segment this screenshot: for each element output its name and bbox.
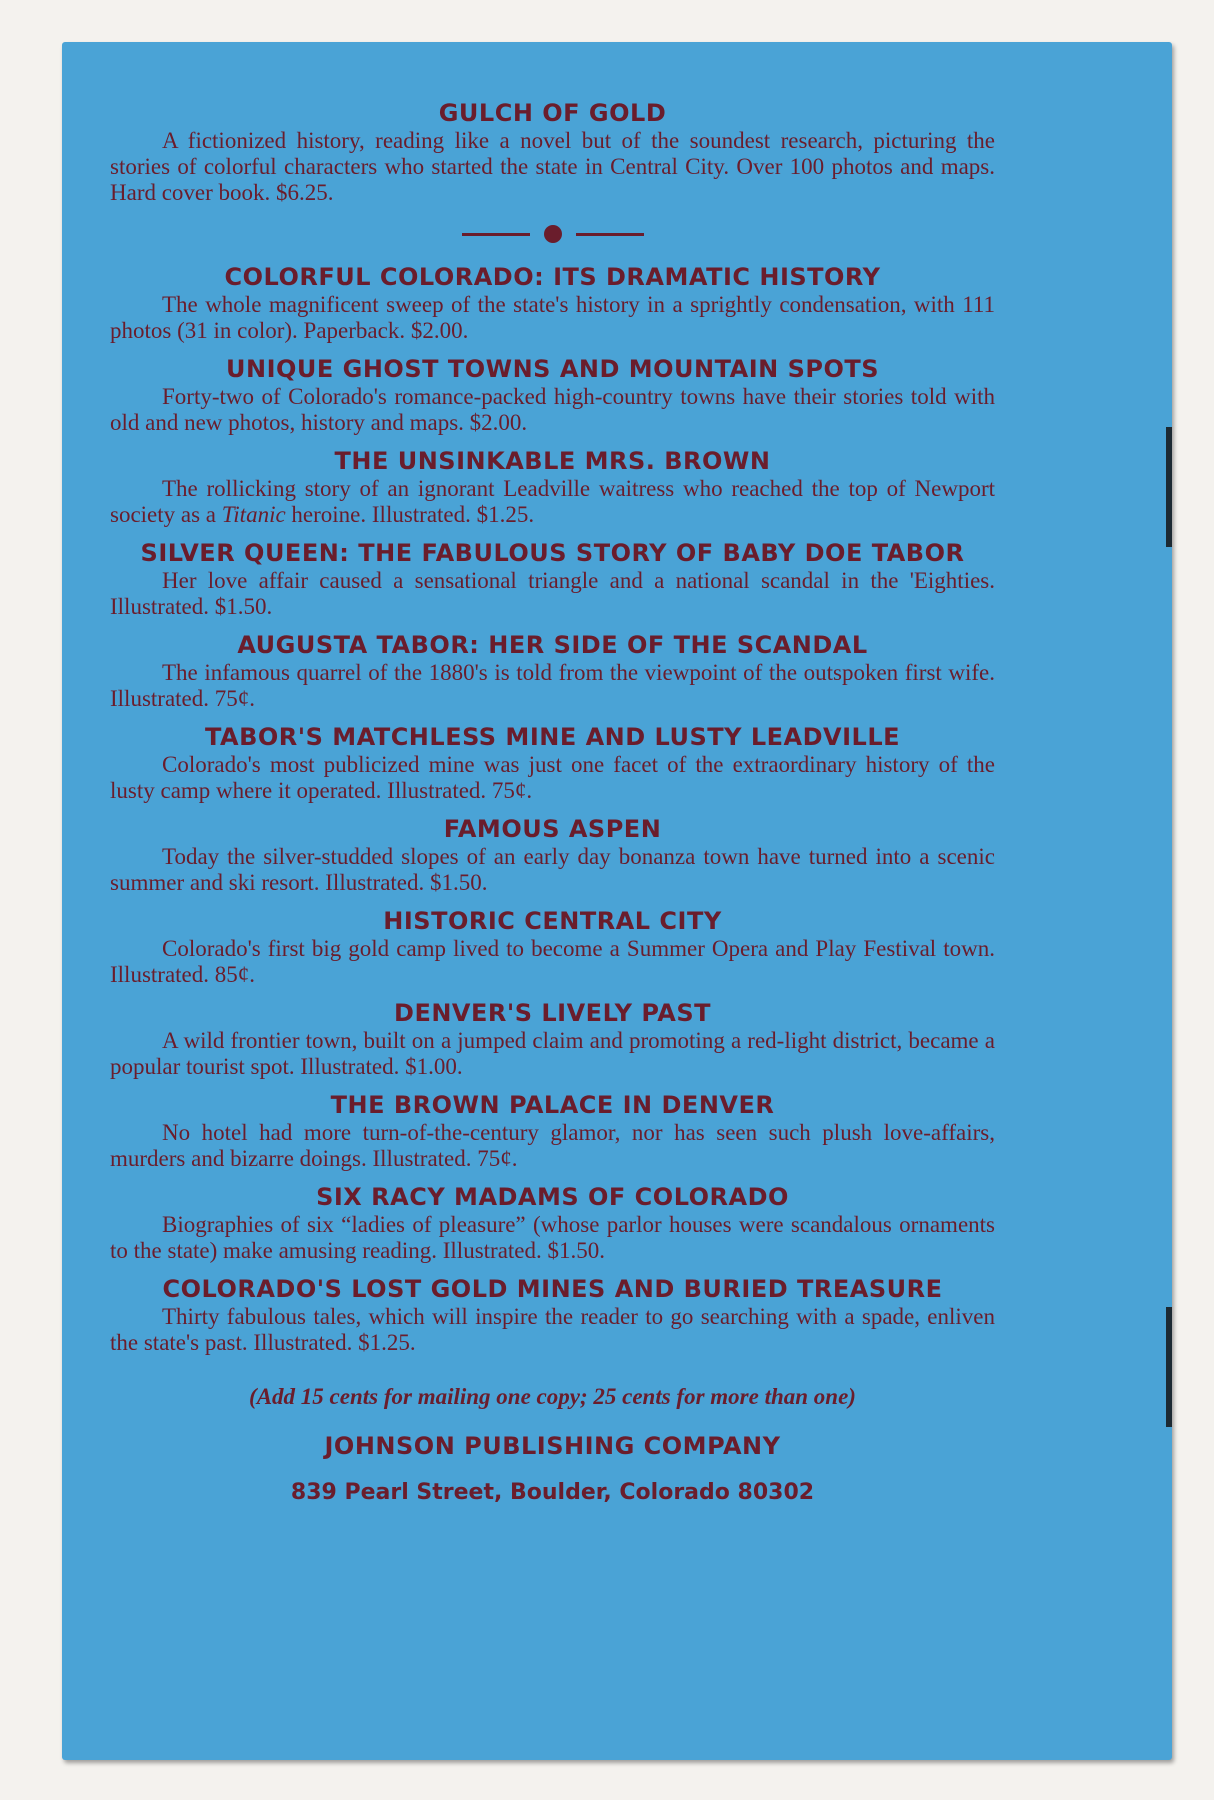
book-description: Today the silver-studded slopes of an early day bonanza town have turned into a scenic summer and ski resort. Illustrated. $1.50. xyxy=(110,844,995,895)
book-description: No hotel had more turn-of-the-century glamor, nor has seen such plush love-affairs, murders and bizarre doings. Illustrated. 75¢. xyxy=(110,1120,995,1171)
book-description: The infamous quarrel of the 1880's is told from the viewpoint of the outspoken first wife. Illustrated. 75¢. xyxy=(110,660,995,711)
book-entry xyxy=(110,814,995,896)
book-entry xyxy=(110,354,995,436)
book-title: FAMOUS ASPEN xyxy=(443,815,662,843)
book-title: SIX RACY MADAMS OF COLORADO xyxy=(316,1183,789,1211)
book-entry xyxy=(110,1182,995,1264)
book-description: Colorado's first big gold camp lived to become a Summer Opera and Play Festival town. Illustrated. 85¢. xyxy=(110,936,995,987)
book-title: THE UNSINKABLE MRS. BROWN xyxy=(334,447,771,475)
book-entry xyxy=(110,1274,995,1356)
book-entry xyxy=(110,1090,995,1172)
book-list xyxy=(110,98,995,1505)
book-title: AUGUSTA TABOR: HER SIDE OF THE SCANDAL xyxy=(237,631,868,659)
book-description: The whole magnificent sweep of the state's history in a sprightly condensation, with 111 photos (31 in color). Paperback. $2.00. xyxy=(110,292,995,343)
book-title: UNIQUE GHOST TOWNS AND MOUNTAIN SPOTS xyxy=(226,355,879,383)
book-entry xyxy=(110,906,995,988)
book-title: TABOR'S MATCHLESS MINE AND LUSTY LEADVILLE xyxy=(204,723,900,751)
divider-line xyxy=(576,233,644,236)
book-entry xyxy=(110,98,995,206)
book-description: Forty-two of Colorado's romance-packed high-country towns have their stories told with old and new photos, history and maps. $2.00. xyxy=(110,384,995,435)
description-text: heroine. Illustrated. $1.25. xyxy=(285,502,535,527)
ornament-divider xyxy=(110,216,995,252)
divider-line xyxy=(462,233,530,236)
description-text: The rollicking story of an ignorant Leadville waitress who reached the top of Newport society as a xyxy=(110,476,995,527)
description-italic-text: Titanic xyxy=(221,502,286,527)
book-description: A fictionized history, reading like a novel but of the soundest research, picturing the stories of colorful characters who started the state in Central City. Over 100 photos and maps. Hard cover book. $6.25. xyxy=(110,128,995,205)
book-description: A wild frontier town, built on a jumped claim and promoting a red-light district, became a popular tourist spot. Illustrated. $1.00. xyxy=(110,1028,995,1079)
publisher-address: 839 Pearl Street, Boulder, Colorado 80302 xyxy=(290,1480,815,1505)
book-title: DENVER'S LIVELY PAST xyxy=(394,999,711,1027)
publisher-name: JOHNSON PUBLISHING COMPANY xyxy=(324,1432,781,1460)
book-entry xyxy=(110,998,995,1080)
book-title: COLORADO'S LOST GOLD MINES AND BURIED TREASURE xyxy=(162,1275,943,1303)
book-description xyxy=(110,476,995,528)
book-title: THE BROWN PALACE IN DENVER xyxy=(330,1091,775,1119)
mailing-note: (Add 15 cents for mailing one copy; 25 cents for more than one) xyxy=(249,1384,856,1409)
book-description: Colorado's most publicized mine was just one facet of the extraordinary history of the lusty camp where it operated. Illustrated. 75¢. xyxy=(110,752,995,803)
binding-mark xyxy=(1166,1307,1172,1427)
book-title: HISTORIC CENTRAL CITY xyxy=(383,907,722,935)
book-entry xyxy=(110,630,995,712)
book-entry xyxy=(110,538,995,620)
book-entry xyxy=(110,722,995,804)
book-title: SILVER QUEEN: THE FABULOUS STORY OF BABY DOE TABOR xyxy=(140,539,965,567)
book-entry xyxy=(110,262,995,344)
book-title: GULCH OF GOLD xyxy=(438,99,667,127)
book-description: Her love affair caused a sensational triangle and a national scandal in the 'Eighties. Illustrated. $1.50. xyxy=(110,568,995,619)
book-description: Biographies of six “ladies of pleasure” (whose parlor houses were scandalous ornaments to the state) make amusing reading. Illustrated. $1.50. xyxy=(110,1212,995,1263)
binding-mark xyxy=(1166,427,1172,547)
divider-dot xyxy=(544,225,562,243)
book-entry xyxy=(110,446,995,528)
book-description: Thirty fabulous tales, which will inspire the reader to go searching with a spade, enliven the state's past. Illustrated. $1.25. xyxy=(110,1304,995,1355)
book-title: COLORFUL COLORADO: ITS DRAMATIC HISTORY xyxy=(224,263,881,291)
